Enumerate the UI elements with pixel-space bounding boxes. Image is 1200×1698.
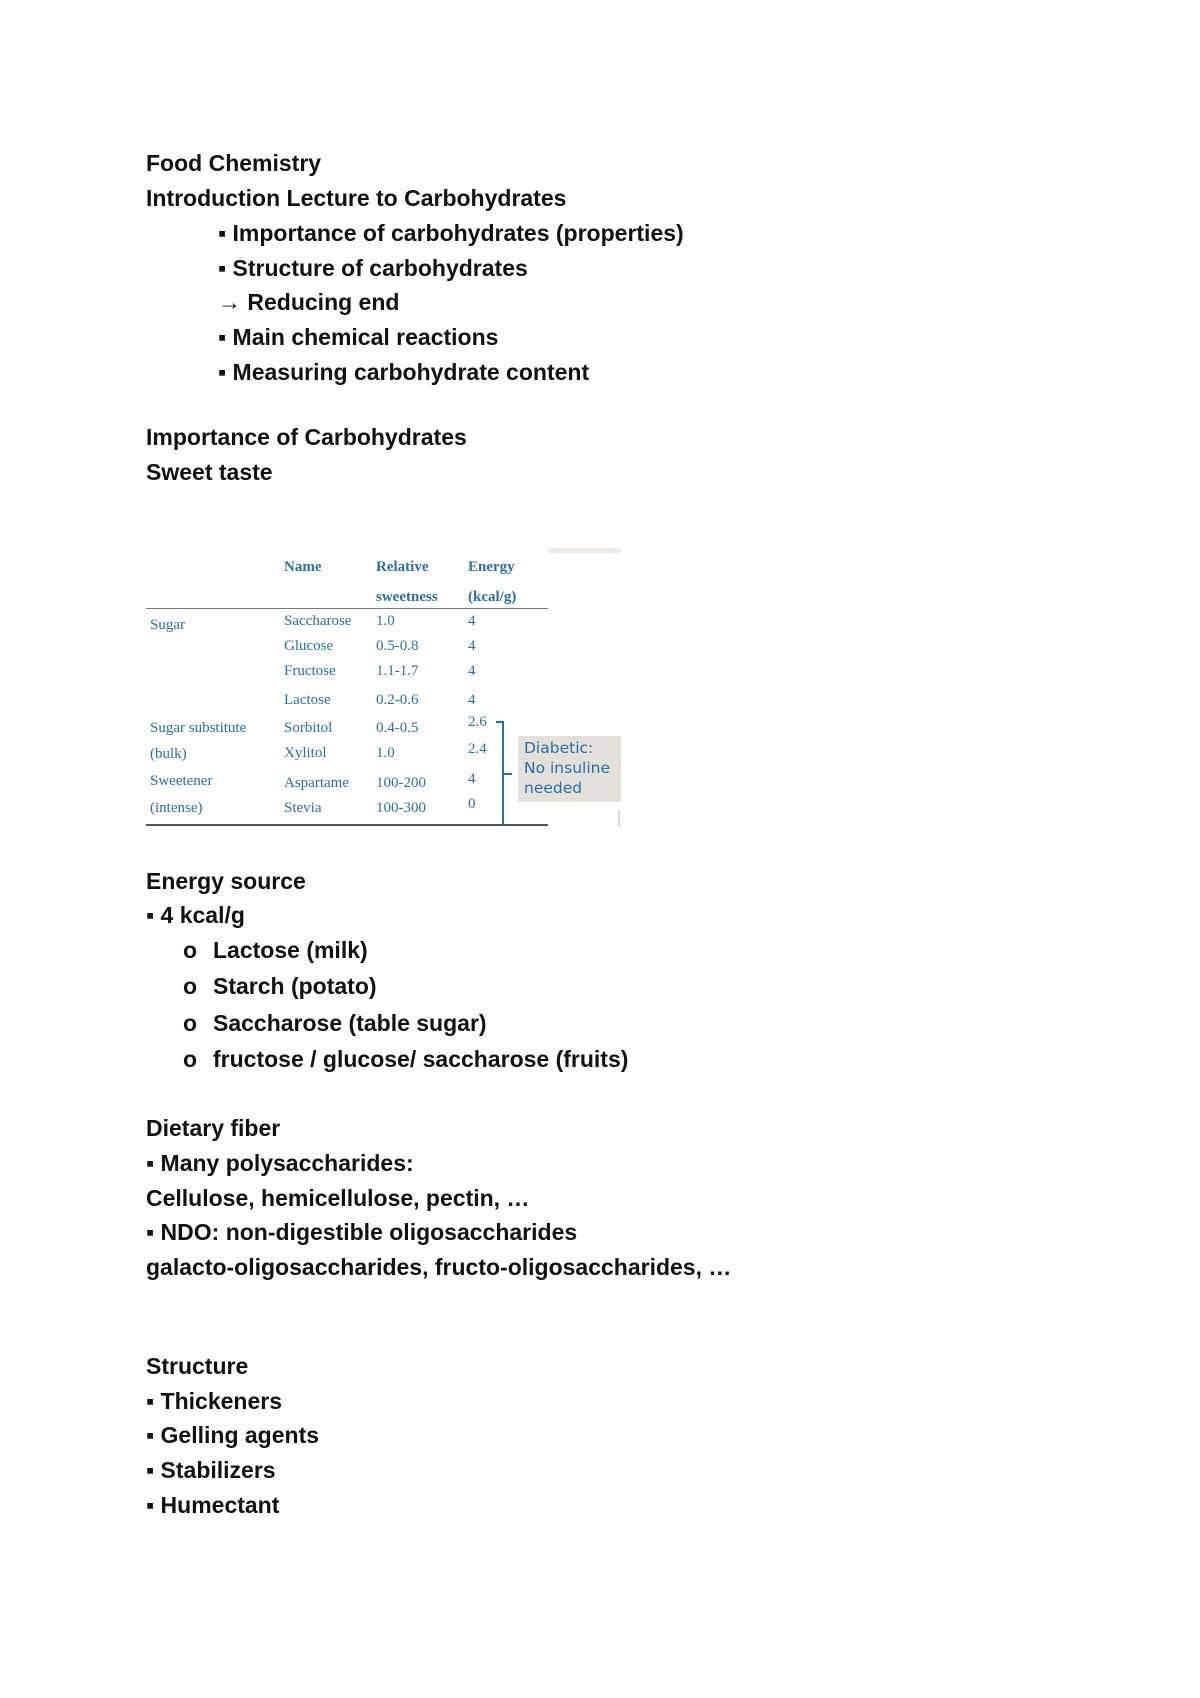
energy-sub-item — [183, 1008, 487, 1038]
table-cell-name: Saccharose — [284, 613, 352, 629]
table-category: Sugar substitute — [150, 720, 247, 736]
section-heading-importance: Importance of Carbohydrates — [146, 424, 467, 450]
energy-sub-item-text: fructose / glucose/ saccharose (fruits) — [213, 1046, 629, 1072]
table-category: (bulk) — [150, 746, 187, 762]
table-cell-name: Sorbitol — [284, 720, 333, 736]
outline-item: ▪ Measuring carbohydrate content — [218, 359, 590, 385]
sweetness-table — [146, 548, 621, 828]
diabetic-note-line: needed — [524, 779, 583, 797]
diabetic-note — [518, 736, 621, 802]
table-cell-energy: 0 — [468, 796, 476, 812]
table-cell-energy: 4 — [468, 663, 476, 679]
table-cell-sweetness: 1.0 — [376, 613, 395, 629]
section-heading-dietary-fiber: Dietary fiber — [146, 1115, 281, 1141]
table-cell-sweetness: 1.0 — [376, 745, 395, 761]
diabetic-note-line: Diabetic: — [524, 739, 594, 757]
table-cell-name: Lactose — [284, 692, 331, 708]
structure-item: ▪ Thickeners — [146, 1388, 282, 1414]
table-header-energy: Energy — [468, 559, 515, 575]
energy-sub-item-text: Starch (potato) — [213, 973, 377, 999]
table-cell-energy: 4 — [468, 613, 476, 629]
outline-item: → Reducing end — [218, 289, 400, 315]
table-cell-name: Glucose — [284, 638, 334, 654]
table-header-sweetness: sweetness — [376, 589, 438, 605]
diabetic-note-line: No insuline — [524, 759, 611, 777]
outline-item: ▪ Importance of carbohydrates (properties) — [218, 220, 684, 246]
energy-sub-item-text: Saccharose (table sugar) — [213, 1010, 487, 1036]
table-category: Sugar — [150, 617, 185, 633]
circle-bullet-icon: o — [183, 1010, 198, 1036]
table-bottom-rule — [146, 824, 548, 826]
table-cell-name: Stevia — [284, 800, 322, 816]
section-heading-energy: Energy source — [146, 868, 306, 894]
dietary-fiber-line: ▪ NDO: non-digestible oligosaccharides — [146, 1219, 578, 1245]
table-cell-sweetness: 100-200 — [376, 775, 426, 791]
structure-item: ▪ Humectant — [146, 1492, 280, 1518]
table-cell-energy: 4 — [468, 771, 476, 787]
energy-bullet: ▪ 4 kcal/g — [146, 902, 245, 928]
image-edge-mark — [618, 810, 620, 826]
energy-sub-item — [183, 971, 377, 1001]
section-heading-structure: Structure — [146, 1353, 249, 1379]
outline-item: ▪ Structure of carbohydrates — [218, 255, 528, 281]
subheading-sweet-taste: Sweet taste — [146, 459, 273, 485]
dietary-fiber-line: galacto-oligosaccharides, fructo-oligosaccharides, … — [146, 1254, 732, 1280]
circle-bullet-icon: o — [183, 937, 198, 963]
dietary-fiber-line: ▪ Many polysaccharides: — [146, 1150, 414, 1176]
table-category: (intense) — [150, 800, 203, 816]
table-cell-name: Aspartame — [284, 775, 349, 791]
table-cell-name: Xylitol — [284, 745, 327, 761]
table-cell-sweetness: 100-300 — [376, 800, 426, 816]
table-top-bar — [548, 548, 621, 553]
circle-bullet-icon: o — [183, 973, 198, 999]
energy-sub-item — [183, 935, 368, 965]
table-header-rule — [146, 608, 548, 609]
table-cell-name: Fructose — [284, 663, 336, 679]
table-cell-energy: 2.6 — [468, 714, 487, 730]
table-cell-sweetness: 1.1-1.7 — [376, 663, 419, 679]
table-header-relative: Relative — [376, 559, 429, 575]
circle-bullet-icon: o — [183, 1046, 198, 1072]
table-header-name: Name — [284, 559, 322, 575]
page-title: Food Chemistry — [146, 150, 322, 176]
table-cell-energy: 4 — [468, 638, 476, 654]
table-cell-sweetness: 0.4-0.5 — [376, 720, 419, 736]
structure-item: ▪ Gelling agents — [146, 1422, 320, 1448]
bracket-pointer — [504, 773, 512, 775]
table-category: Sweetener — [150, 773, 213, 789]
table-header-energy-unit: (kcal/g) — [468, 589, 517, 605]
outline-item: ▪ Main chemical reactions — [218, 324, 499, 350]
energy-sub-item-text: Lactose (milk) — [213, 937, 368, 963]
structure-item: ▪ Stabilizers — [146, 1457, 276, 1483]
table-cell-sweetness: 0.5-0.8 — [376, 638, 419, 654]
table-cell-sweetness: 0.2-0.6 — [376, 692, 419, 708]
table-cell-energy: 4 — [468, 692, 476, 708]
dietary-fiber-line: Cellulose, hemicellulose, pectin, … — [146, 1185, 530, 1211]
energy-sub-item — [183, 1044, 628, 1074]
table-cell-energy: 2.4 — [468, 741, 487, 757]
lecture-subtitle: Introduction Lecture to Carbohydrates — [146, 185, 567, 211]
